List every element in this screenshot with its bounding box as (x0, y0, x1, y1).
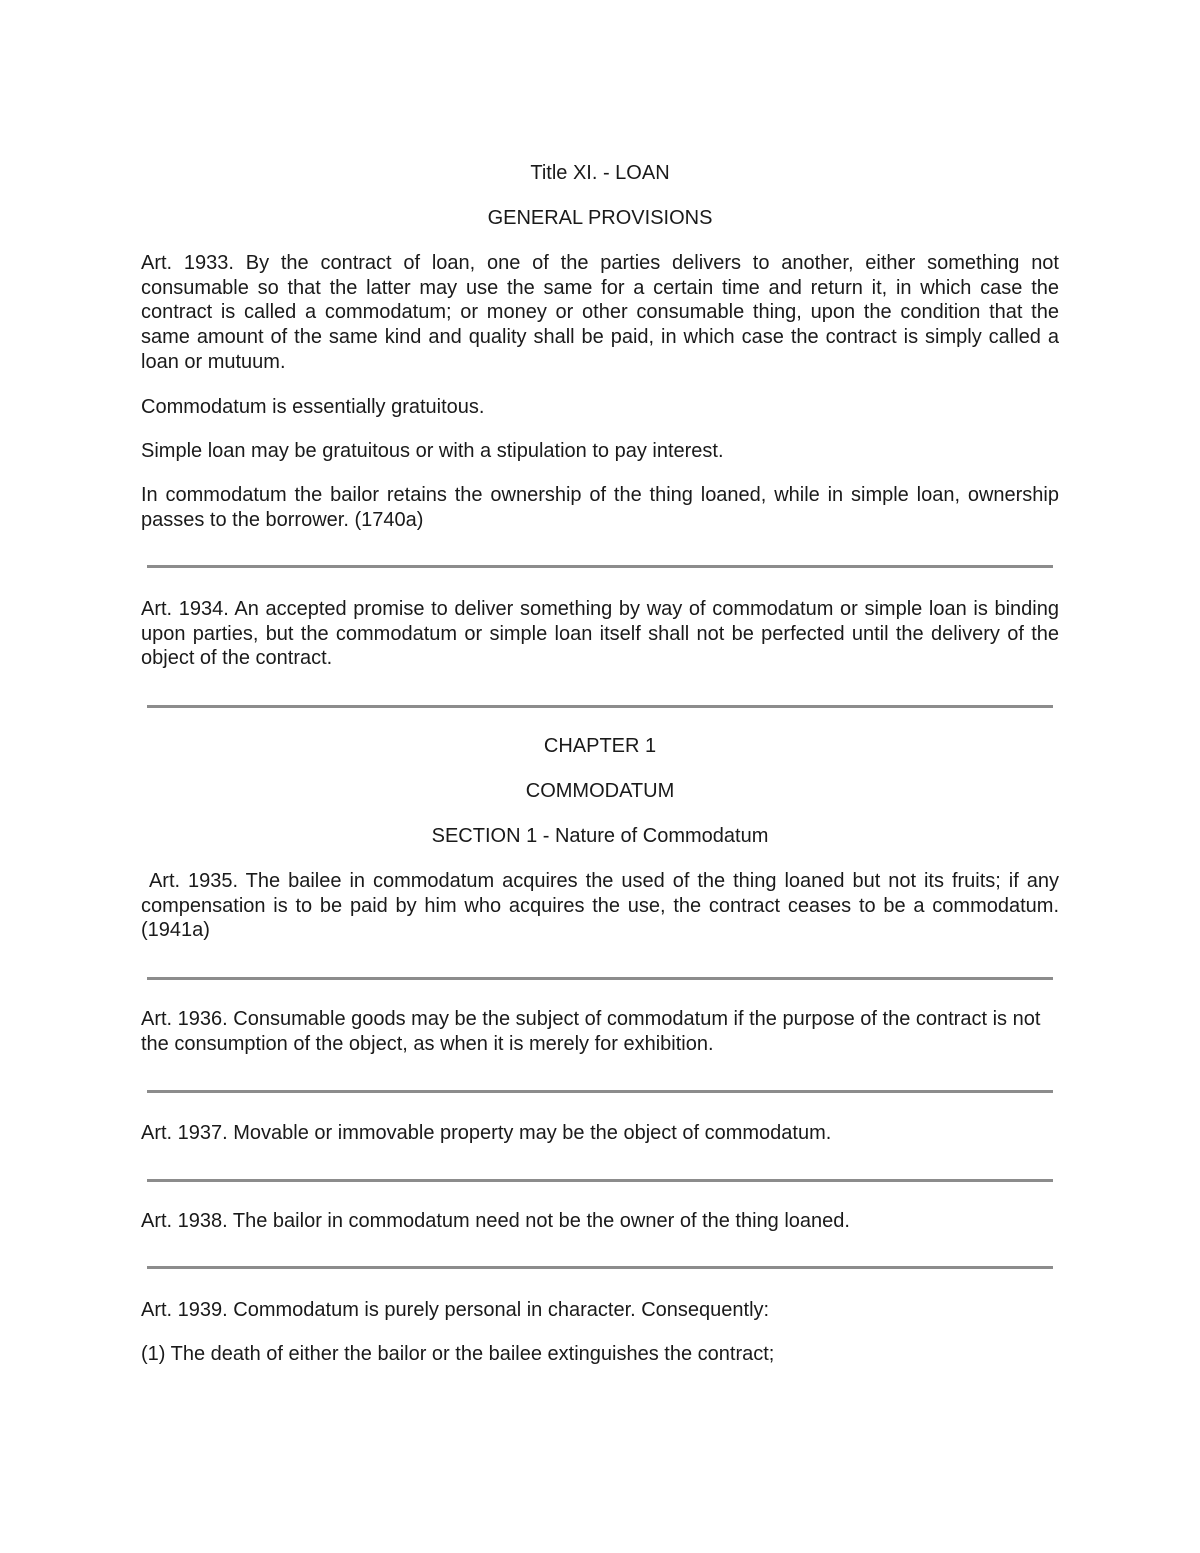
section-divider (147, 1179, 1053, 1182)
section-heading: SECTION 1 - Nature of Commodatum (431, 825, 769, 847)
art-1939-item-1: (1) The death of either the bailor or the bailee extinguishes the contract; (141, 1343, 775, 1365)
art-1933-commodatum-gratuitous: Commodatum is essentially gratuitous. (141, 396, 485, 418)
general-provisions-heading: GENERAL PROVISIONS (487, 207, 713, 229)
chapter-title: COMMODATUM (525, 780, 675, 802)
art-1934-paragraph: Art. 1934. An accepted promise to deliver something by way of commodatum or simple loan is binding upon parties, but the commodatum or simple loan itself shall not be perfected until the delivery of the object of the contract. (141, 598, 1059, 670)
art-1938-paragraph: Art. 1938. The bailor in commodatum need not be the owner of the thing loaned. (141, 1210, 850, 1232)
art-1933-paragraph: Art. 1933. By the contract of loan, one of the parties delivers to another, either something not consumable so that the latter may use the same for a certain time and return it, in which case the contract is called a commodatum; or money or other consumable thing, upon the condition that the same amount of the same kind and quality shall be paid, in which case the contract is simply called a loan or mutuum. (141, 252, 1059, 373)
section-divider (147, 1266, 1053, 1269)
art-1933-ownership-paragraph: In commodatum the bailor retains the ownership of the thing loaned, while in simple loan, ownership passes to the borrower. (1740a) (141, 484, 1059, 531)
art-1937-paragraph: Art. 1937. Movable or immovable property may be the object of commodatum. (141, 1122, 832, 1144)
section-divider (147, 977, 1053, 980)
art-1939-paragraph: Art. 1939. Commodatum is purely personal in character. Consequently: (141, 1299, 770, 1321)
art-1935-paragraph: Art. 1935. The bailee in commodatum acquires the used of the thing loaned but not its fruits; if any compensation is to be paid by him who acquires the use, the contract ceases to be a commodatum. (1941a) (141, 870, 1065, 942)
title-heading: Title XI. - LOAN (530, 162, 670, 184)
section-divider (147, 565, 1053, 568)
chapter-heading: CHAPTER 1 (543, 735, 657, 757)
art-1933-simple-loan-interest: Simple loan may be gratuitous or with a stipulation to pay interest. (141, 440, 724, 462)
section-divider (147, 705, 1053, 708)
section-divider (147, 1090, 1053, 1093)
art-1936-paragraph: Art. 1936. Consumable goods may be the subject of commodatum if the purpose of the contract is not the consumption of the object, as when it is merely for exhibition. (141, 1008, 1041, 1055)
